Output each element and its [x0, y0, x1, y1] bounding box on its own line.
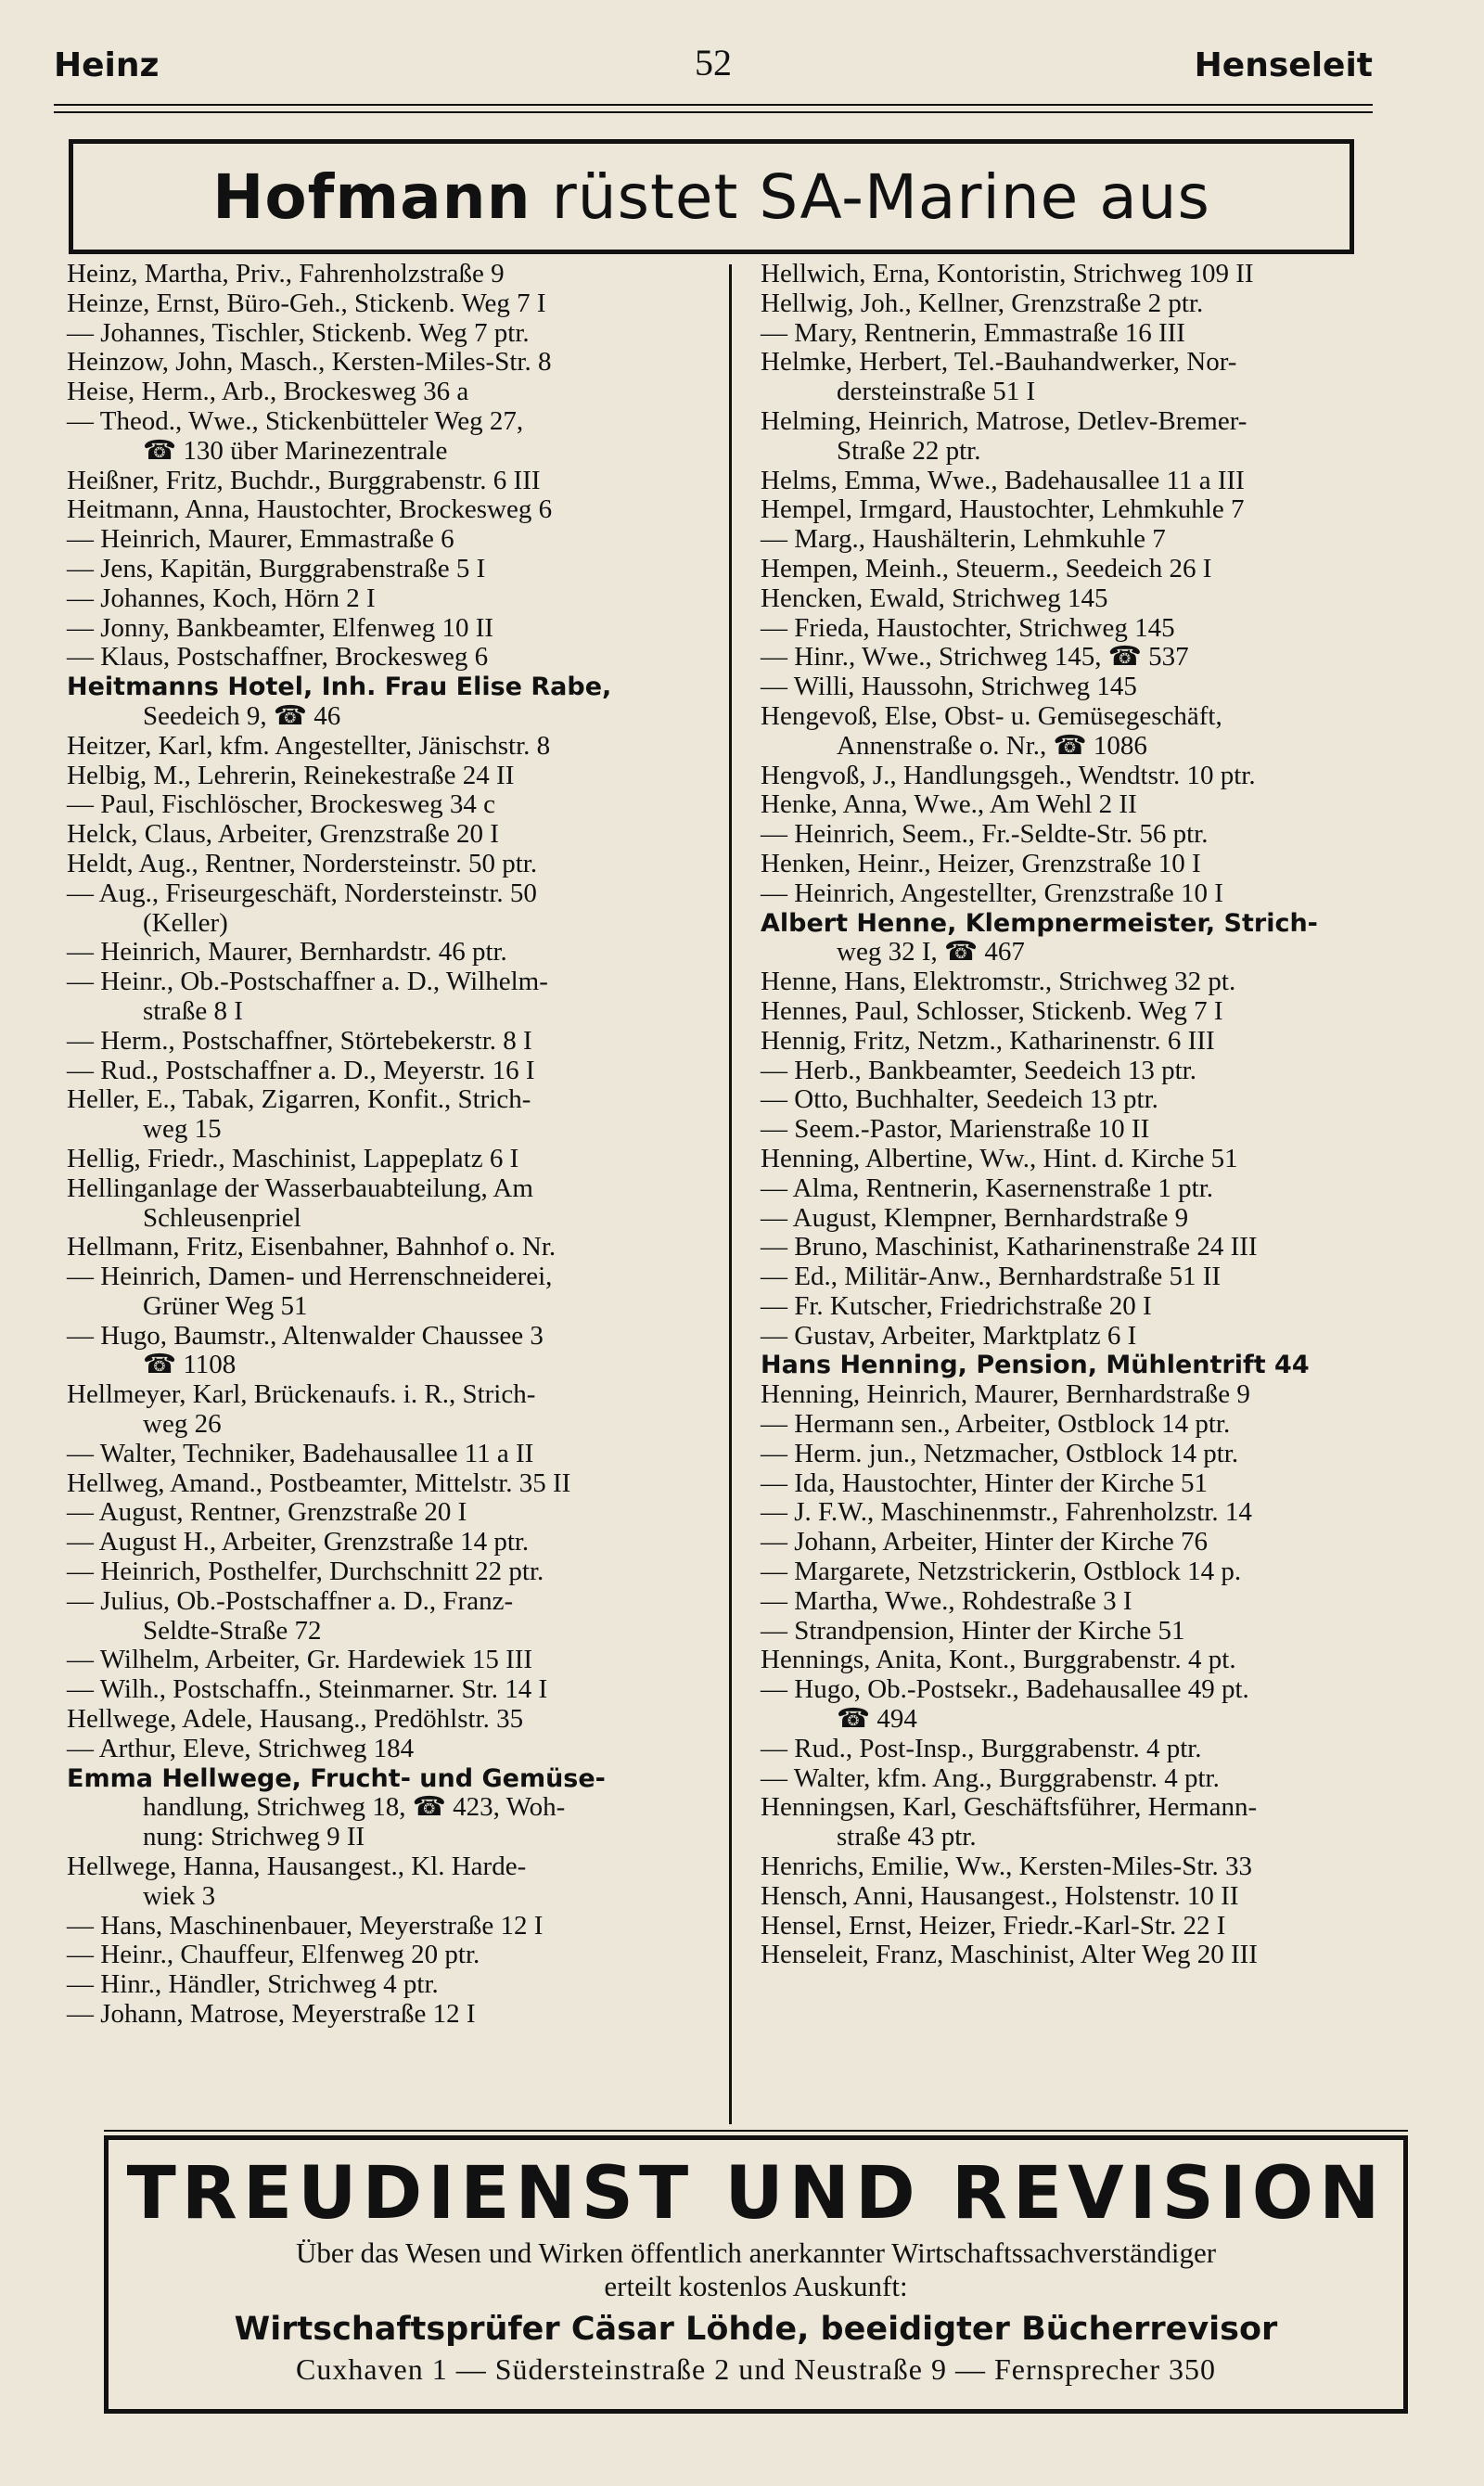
- directory-entry: — Theod., Wwe., Stickenbütteler Weg 27,: [67, 405, 524, 436]
- directory-entry: — Johannes, Tischler, Stickenb. Weg 7 ptr.: [67, 317, 530, 348]
- directory-entry: weg 32 I, ☎ 467: [837, 937, 1025, 967]
- directory-entry: Hellmann, Fritz, Eisenbahner, Bahnhof o. Nr.: [67, 1232, 556, 1262]
- directory-entry: — Jens, Kapitän, Burggrabenstraße 5 I: [67, 553, 486, 583]
- directory-entry: — Aug., Friseurgeschäft, Nordersteinstr. 50: [67, 878, 537, 908]
- directory-entry: — Hugo, Ob.-Postsekr., Badehausallee 49 pt.: [761, 1674, 1249, 1705]
- directory-entry: Helming, Heinrich, Matrose, Detlev-Bremer-: [761, 405, 1247, 436]
- directory-entry: Hellmeyer, Karl, Brückenaufs. i. R., Strich-: [67, 1379, 536, 1410]
- directory-entry: Hempel, Irmgard, Haustochter, Lehmkuhle 7: [761, 494, 1245, 525]
- directory-entry: Seedeich 9, ☎ 46: [143, 700, 341, 731]
- directory-entry: Hengevoß, Else, Obst- u. Gemüsegeschäft,: [761, 700, 1222, 731]
- directory-entry: Helbig, M., Lehrerin, Reinekestraße 24 II: [67, 760, 515, 790]
- directory-entry: Hellwege, Hanna, Hausangest., Kl. Harde-: [67, 1852, 527, 1882]
- directory-entry: — Heinrich, Maurer, Emmastraße 6: [67, 524, 454, 555]
- directory-entry: — Rud., Post-Insp., Burggrabenstr. 4 ptr.: [761, 1733, 1202, 1763]
- directory-entry: Heise, Herm., Arb., Brockesweg 36 a: [67, 377, 469, 407]
- directory-entry: — Herb., Bankbeamter, Seedeich 13 ptr.: [761, 1055, 1196, 1085]
- directory-entry: — Frieda, Haustochter, Strichweg 145: [761, 612, 1175, 643]
- directory-entry: straße 8 I: [143, 995, 243, 1026]
- directory-entry: — Seem.-Pastor, Marienstraße 10 II: [761, 1114, 1150, 1145]
- directory-entry: Schleusenpriel: [143, 1202, 301, 1233]
- footer-rule: [104, 2130, 1408, 2132]
- directory-entry: — Bruno, Maschinist, Katharinenstraße 24 III: [761, 1232, 1258, 1262]
- directory-entry: Henrichs, Emilie, Ww., Kersten-Miles-Str. 33: [761, 1852, 1252, 1882]
- directory-entry: Hellwich, Erna, Kontoristin, Strichweg 109 II: [761, 259, 1254, 288]
- directory-entry: — Heinrich, Angestellter, Grenzstraße 10 I: [761, 878, 1223, 908]
- top-ad-brand: Hofmann: [212, 160, 531, 233]
- directory-entry: Henke, Anna, Wwe., Am Wehl 2 II: [761, 789, 1137, 820]
- running-header: [54, 42, 1373, 102]
- directory-entry: Hennig, Fritz, Netzm., Katharinenstr. 6 III: [761, 1025, 1215, 1056]
- left-column: [67, 260, 716, 2030]
- directory-entry: Hellwege, Adele, Hausang., Predöhlstr. 35: [67, 1704, 524, 1735]
- directory-entry: Henseleit, Franz, Maschinist, Alter Weg 20 III: [761, 1940, 1258, 1970]
- directory-entry: — Klaus, Postschaffner, Brockesweg 6: [67, 642, 489, 673]
- directory-entry: Seldte-Straße 72: [143, 1615, 322, 1646]
- directory-entry: — Paul, Fischlöscher, Brockesweg 34 c: [67, 789, 495, 820]
- directory-entry: ☎ 494: [837, 1704, 917, 1735]
- directory-entry: Heldt, Aug., Rentner, Nordersteinstr. 50 ptr.: [67, 848, 538, 878]
- directory-entry: — Herm., Postschaffner, Störtebekerstr. 8 I: [67, 1025, 532, 1056]
- directory-entry: — Wilhelm, Arbeiter, Gr. Hardewiek 15 III: [67, 1645, 533, 1675]
- directory-entry: — Wilh., Postschaffn., Steinmarner. Str. 14 I: [67, 1674, 548, 1705]
- directory-entry: — Rud., Postschaffner a. D., Meyerstr. 16 I: [67, 1055, 535, 1085]
- directory-entry: Heitmann, Anna, Haustochter, Brockesweg 6: [67, 494, 553, 525]
- top-ad-slogan: rüstet SA-Marine aus: [531, 160, 1210, 233]
- bottom-ad-line-2: erteilt kostenlos Auskunft:: [604, 2270, 908, 2302]
- directory-entry: — Fr. Kutscher, Friedrichstraße 20 I: [761, 1290, 1152, 1321]
- directory-entry: — August, Rentner, Grenzstraße 20 I: [67, 1497, 467, 1528]
- directory-entry: Hensch, Anni, Hausangest., Holstenstr. 10 II: [761, 1880, 1239, 1911]
- directory-entry: Straße 22 ptr.: [837, 435, 981, 466]
- directory-entry: straße 43 ptr.: [837, 1822, 977, 1852]
- directory-entry: — Heinr., Chauffeur, Elfenweg 20 ptr.: [67, 1940, 480, 1970]
- top-advertisement: [69, 139, 1354, 254]
- directory-entry: — Otto, Buchhalter, Seedeich 13 ptr.: [761, 1084, 1158, 1115]
- directory-entry: — Hermann sen., Arbeiter, Ostblock 14 ptr.: [761, 1409, 1231, 1440]
- directory-entry: Hellig, Friedr., Maschinist, Lappeplatz 6 I: [67, 1143, 519, 1173]
- directory-entry: Hengvoß, J., Handlungsgeh., Wendtstr. 10 ptr.: [761, 760, 1256, 790]
- directory-entry: — Heinrich, Posthelfer, Durchschnitt 22 ptr.: [67, 1557, 544, 1587]
- directory-entry: wiek 3: [143, 1880, 216, 1911]
- directory-entry: Helms, Emma, Wwe., Badehausallee 11 a III: [761, 465, 1245, 495]
- directory-entry: — Strandpension, Hinter der Kirche 51: [761, 1615, 1185, 1646]
- bottom-ad-line-1: Über das Wesen und Wirken öffentlich anerkannter Wirtschaftssachverständiger: [295, 2236, 1217, 2269]
- page-number: 52: [695, 42, 732, 83]
- directory-entry: Hencken, Ewald, Strichweg 145: [761, 583, 1108, 613]
- directory-entry: Heitmanns Hotel, Inh. Frau Elise Rabe,: [67, 673, 612, 702]
- directory-entry: — J. F.W., Maschinenmstr., Fahrenholzstr. 14: [761, 1497, 1252, 1528]
- directory-entry: — Johann, Arbeiter, Hinter der Kirche 76: [761, 1527, 1209, 1557]
- directory-entry: Emma Hellwege, Frucht- und Gemüse-: [67, 1763, 606, 1793]
- directory-entry: — Herm. jun., Netzmacher, Ostblock 14 ptr.: [761, 1438, 1239, 1468]
- directory-entry: (Keller): [143, 907, 228, 938]
- directory-entry: ☎ 130 über Marinezentrale: [143, 435, 448, 466]
- directory-entry: weg 15: [143, 1114, 222, 1145]
- directory-entry: Albert Henne, Klempnermeister, Strich-: [761, 908, 1318, 938]
- directory-entry: — Arthur, Eleve, Strichweg 184: [67, 1733, 415, 1763]
- directory-entry: Hensel, Ernst, Heizer, Friedr.-Karl-Str. 22 I: [761, 1910, 1226, 1941]
- directory-entry: — Ed., Militär-Anw., Bernhardstraße 51 II: [761, 1262, 1222, 1292]
- directory-entry: weg 26: [143, 1409, 222, 1440]
- directory-entry: — Julius, Ob.-Postschaffner a. D., Franz-: [67, 1585, 514, 1616]
- left-headword: Heinz: [54, 46, 160, 84]
- directory-entry: Henning, Albertine, Ww., Hint. d. Kirche 51: [761, 1143, 1238, 1173]
- directory-entry: Henning, Heinrich, Maurer, Bernhardstraße 9: [761, 1379, 1250, 1410]
- directory-entry: — Ida, Haustochter, Hinter der Kirche 51: [761, 1467, 1208, 1498]
- directory-entry: — Willi, Haussohn, Strichweg 145: [761, 672, 1137, 702]
- header-rule: [54, 104, 1373, 113]
- column-divider: [729, 264, 732, 2124]
- directory-entry: Grüner Weg 51: [143, 1290, 308, 1321]
- directory-entry: dersteinstraße 51 I: [837, 377, 1036, 407]
- directory-entry: — Hinr., Wwe., Strichweg 145, ☎ 537: [761, 642, 1189, 673]
- directory-entry: Annenstraße o. Nr., ☎ 1086: [837, 730, 1147, 761]
- directory-entry: Heinze, Ernst, Büro-Geh., Stickenb. Weg 7 I: [67, 288, 546, 318]
- directory-entry: — Walter, kfm. Ang., Burggrabenstr. 4 ptr.: [761, 1762, 1220, 1793]
- right-headword: Henseleit: [1194, 46, 1373, 84]
- directory-entry: Heinz, Martha, Priv., Fahrenholzstraße 9: [67, 259, 505, 288]
- directory-entry: — Alma, Rentnerin, Kasernenstraße 1 ptr.: [761, 1173, 1214, 1203]
- directory-entry: Heißner, Fritz, Buchdr., Burggrabenstr. 6 III: [67, 465, 541, 495]
- top-ad-text: [212, 161, 1210, 233]
- directory-entry: — Heinrich, Damen- und Herrenschneiderei,: [67, 1262, 553, 1292]
- directory-entry: — Margarete, Netzstrickerin, Ostblock 14 p.: [761, 1557, 1242, 1587]
- directory-entry: Hans Henning, Pension, Mühlentrift 44: [761, 1351, 1310, 1380]
- directory-entry: — Johann, Matrose, Meyerstraße 12 I: [67, 1999, 476, 2030]
- directory-entry: Hennes, Paul, Schlosser, Stickenb. Weg 7 I: [761, 995, 1223, 1026]
- directory-entry: nung: Strichweg 9 II: [143, 1822, 365, 1852]
- directory-entry: Helck, Claus, Arbeiter, Grenzstraße 20 I: [67, 819, 499, 850]
- directory-entry: ☎ 1108: [143, 1350, 237, 1380]
- directory-entry: — Hans, Maschinenbauer, Meyerstraße 12 I: [67, 1910, 544, 1941]
- bottom-ad-address: Cuxhaven 1 — Südersteinstraße 2 und Neustraße 9 — Fernsprecher 350: [296, 2352, 1216, 2386]
- directory-entry: — Marg., Haushälterin, Lehmkuhle 7: [761, 524, 1166, 555]
- bottom-ad-headline: TREUDIENST UND REVISION: [126, 2152, 1386, 2236]
- directory-entry: — Gustav, Arbeiter, Marktplatz 6 I: [761, 1320, 1137, 1351]
- directory-entry: Heller, E., Tabak, Zigarren, Konfit., Strich-: [67, 1084, 531, 1115]
- directory-entry: — Walter, Techniker, Badehausallee 11 a II: [67, 1438, 534, 1468]
- directory-entry: Hellwig, Joh., Kellner, Grenzstraße 2 ptr.: [761, 288, 1204, 318]
- directory-entry: Henningsen, Karl, Geschäftsführer, Hermann-: [761, 1792, 1258, 1823]
- directory-entry: Heitzer, Karl, kfm. Angestellter, Jänischstr. 8: [67, 730, 551, 761]
- directory-entry: — August, Klempner, Bernhardstraße 9: [761, 1202, 1189, 1233]
- directory-entry: — Mary, Rentnerin, Emmastraße 16 III: [761, 317, 1185, 348]
- bottom-advertisement: [104, 2135, 1408, 2414]
- directory-entry: — Johannes, Koch, Hörn 2 I: [67, 583, 376, 613]
- directory-entry: — Heinrich, Seem., Fr.-Seldte-Str. 56 ptr.: [761, 819, 1209, 850]
- directory-entry: Henne, Hans, Elektromstr., Strichweg 32 pt.: [761, 967, 1236, 997]
- directory-entry: Helmke, Herbert, Tel.-Bauhandwerker, Nor-: [761, 347, 1237, 378]
- right-column: [761, 260, 1401, 1970]
- directory-entry: — August H., Arbeiter, Grenzstraße 14 ptr.: [67, 1527, 530, 1557]
- directory-entry: Heinzow, John, Masch., Kersten-Miles-Str. 8: [67, 347, 552, 378]
- bottom-ad-owner: Wirtschaftsprüfer Cäsar Löhde, beeidigter Bücherrevisor: [234, 2311, 1278, 2348]
- directory-entry: — Martha, Wwe., Rohdestraße 3 I: [761, 1585, 1132, 1616]
- directory-entry: Hempen, Meinh., Steuerm., Seedeich 26 I: [761, 553, 1212, 583]
- directory-entry: Hellinganlage der Wasserbauabteilung, Am: [67, 1173, 533, 1203]
- directory-entry: Hennings, Anita, Kont., Burggrabenstr. 4 pt.: [761, 1645, 1236, 1675]
- directory-entry: — Heinr., Ob.-Postschaffner a. D., Wilhelm-: [67, 967, 548, 997]
- directory-entry: Hellweg, Amand., Postbeamter, Mittelstr. 35 II: [67, 1467, 571, 1498]
- directory-entry: — Jonny, Bankbeamter, Elfenweg 10 II: [67, 612, 494, 643]
- directory-entry: — Hinr., Händler, Strichweg 4 ptr.: [67, 1969, 439, 2000]
- directory-entry: Henken, Heinr., Heizer, Grenzstraße 10 I: [761, 848, 1201, 878]
- directory-entry: handlung, Strichweg 18, ☎ 423, Woh-: [143, 1792, 566, 1823]
- directory-entry: — Hugo, Baumstr., Altenwalder Chaussee 3: [67, 1320, 544, 1351]
- directory-entry: — Heinrich, Maurer, Bernhardstr. 46 ptr.: [67, 937, 507, 967]
